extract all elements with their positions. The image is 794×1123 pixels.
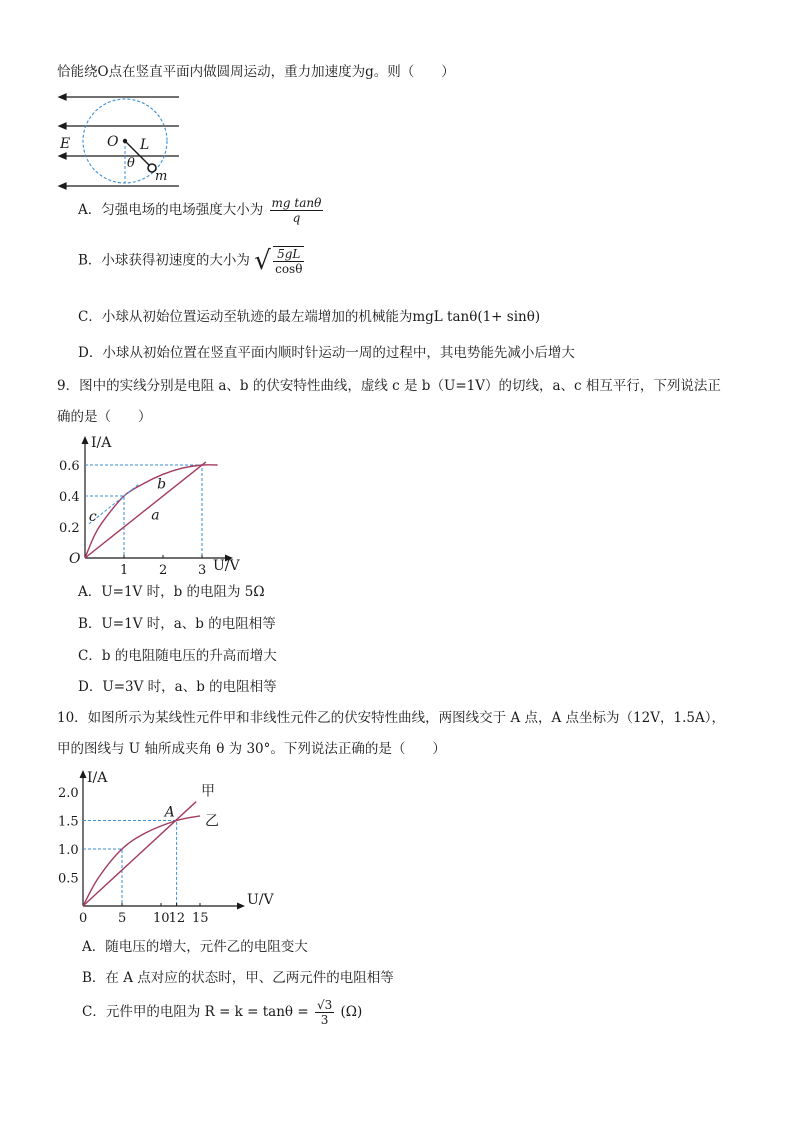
q10-option-c-text: C．元件甲的电阻为 R = k = tanθ = xyxy=(82,1004,309,1020)
y-tick-label: 0.2 xyxy=(59,521,80,536)
q8-b-den: cosθ xyxy=(275,262,303,276)
q8-b-sqrt xyxy=(254,246,306,276)
q8-b-num: 5gL xyxy=(273,247,304,262)
q9-option-a[interactable]: A．U=1V 时，b 的电阻为 5Ω xyxy=(78,584,265,600)
x-tick-label: 15 xyxy=(192,911,209,926)
q8-a-den: q xyxy=(292,211,301,225)
y-tick-label: 0.5 xyxy=(58,871,79,887)
x-tick-label: 10 xyxy=(153,911,170,926)
series-jia-line xyxy=(83,802,196,906)
q10-c-unit: (Ω) xyxy=(340,1004,363,1020)
y-axis-arrow xyxy=(82,436,89,444)
series-c-label: c xyxy=(88,508,97,525)
q10-iv-chart xyxy=(55,766,295,928)
q8-b-fraction xyxy=(273,246,304,276)
series-b-label: b xyxy=(157,476,167,493)
label-L: L xyxy=(140,137,150,153)
q10-c-den: 3 xyxy=(320,1013,329,1027)
series-jia-label: 甲 xyxy=(201,783,215,800)
guide-line-0 xyxy=(85,496,124,558)
q9-stem-line1: 9．图中的实线分别是电阻 a、b 的伏安特性曲线，虚线 c 是 b（U=1V）的切线，a、c 相互平行，下列说法正 xyxy=(57,378,721,394)
series-yi-curve xyxy=(83,816,200,906)
q8-option-a-text: A．匀强电场的电场强度大小为 xyxy=(78,202,264,218)
q9-iv-chart xyxy=(55,432,255,578)
q10-option-c[interactable] xyxy=(82,998,362,1027)
series-yi-label: 乙 xyxy=(205,813,219,830)
y-tick-label: 1.5 xyxy=(58,814,79,830)
q10-c-fraction xyxy=(315,998,334,1027)
q8-option-d[interactable]: D．小球从初始位置在竖直平面内顺时针运动一周的过程中，其电势能先减小后增大 xyxy=(78,345,575,361)
q10-option-b[interactable]: B．在 A 点对应的状态时，甲、乙两元件的电阻相等 xyxy=(82,970,394,986)
label-E: E xyxy=(60,136,71,152)
series-a-line xyxy=(85,462,206,558)
guide-line-0 xyxy=(83,849,122,906)
q10-c-num: √3 xyxy=(316,998,333,1012)
origin-label: 0 xyxy=(79,911,88,926)
y-axis-arrow xyxy=(80,770,87,778)
x-tick-label: 5 xyxy=(118,911,127,926)
pivot-O xyxy=(123,139,127,143)
q8-option-b[interactable] xyxy=(78,246,306,276)
q8-option-c[interactable]: C．小球从初始位置运动至轨迹的最左端增加的机械能为mgL tanθ(1+ sinθ) xyxy=(78,309,541,325)
y-tick-label: 1.0 xyxy=(58,843,79,858)
q8-option-b-text: B．小球获得初速度的大小为 xyxy=(78,252,250,269)
x-axis-label: U/V xyxy=(247,892,274,908)
label-O: O xyxy=(107,134,119,150)
y-tick-label: 0.4 xyxy=(59,490,80,505)
label-m: m xyxy=(155,169,168,184)
q10-stem-line1: 10．如图所示为某线性元件甲和非线性元件乙的伏安特性曲线，两图线交于 A 点，A 点坐标为（12V，1.5A）， xyxy=(57,710,725,726)
q9-option-c[interactable]: C．b 的电阻随电压的升高而增大 xyxy=(78,648,277,664)
x-tick-label: 12 xyxy=(168,911,186,926)
label-theta: θ xyxy=(127,156,135,171)
y-axis-label: I/A xyxy=(91,435,112,451)
q10-option-a[interactable]: A．随电压的增大，元件乙的电阻变大 xyxy=(82,939,308,955)
q8-figure xyxy=(55,88,185,194)
x-axis-label: U/V xyxy=(213,558,240,574)
point-A-label: A xyxy=(164,804,175,821)
q8-option-a[interactable] xyxy=(78,196,325,225)
origin-label: O xyxy=(69,551,81,567)
q8-option-a-fraction xyxy=(270,196,324,225)
q8-a-num: mg tanθ xyxy=(271,196,322,210)
q8-stem: 恰能绕O点在竖直平面内做圆周运动，重力加速度为g。则（ ） xyxy=(57,64,455,80)
x-tick-label: 2 xyxy=(159,563,168,578)
q9-option-b[interactable]: B．U=1V 时，a、b 的电阻相等 xyxy=(78,616,276,632)
q10-stem-line2: 甲的图线与 U 轴所成夹角 θ 为 30°。下列说法正确的是（ ） xyxy=(57,741,446,757)
x-axis-arrow xyxy=(237,903,245,910)
y-axis-label: I/A xyxy=(87,770,108,786)
y-tick-label: 2.0 xyxy=(58,786,79,801)
x-tick-label: 1 xyxy=(120,563,129,578)
sqrt-sign: √ xyxy=(254,246,271,276)
y-tick-label: 0.6 xyxy=(59,459,80,474)
q9-stem-line2: 确的是（ ） xyxy=(57,409,152,425)
q9-option-d[interactable]: D．U=3V 时，a、b 的电阻相等 xyxy=(78,679,277,695)
series-a-label: a xyxy=(151,507,160,524)
x-tick-label: 3 xyxy=(198,563,207,578)
